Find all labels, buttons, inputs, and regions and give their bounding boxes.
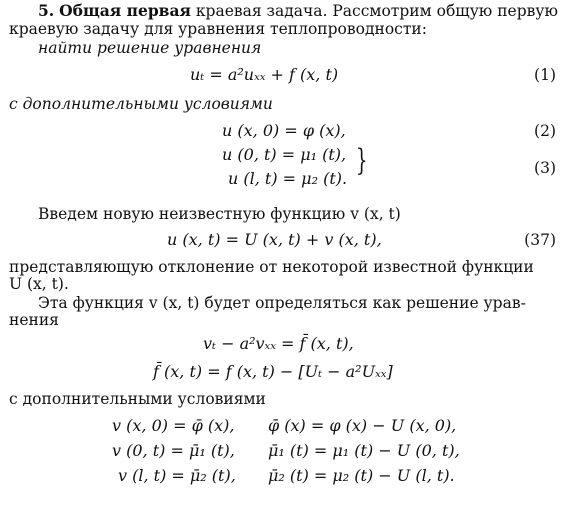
paragraph-heading [38, 2, 558, 20]
condition-1-right: φ̄ (x) = φ (x) − U (x, 0), [268, 416, 457, 435]
right-brace-icon: } [356, 143, 368, 178]
condition-2-right: μ̄₁ (t) = μ₁ (t) − U (0, t), [268, 441, 460, 460]
equation-3-line-1: u (0, t) = μ₁ (t), [222, 145, 347, 164]
equation-f-bar: f̄ (x, t) = f (x, t) − [Uₜ − a²Uₓₓ] [153, 362, 393, 381]
equation-2-number: (2) [534, 122, 556, 140]
intro-text: Введем новую неизвестную функцию v (x, t) [38, 205, 401, 223]
condition-1-left: v (x, 0) = φ̄ (x), [112, 416, 235, 435]
text-line-2: U (x, t). [9, 275, 69, 293]
paragraph-title-rest: краевая задача. Рассмотрим общую первую [190, 2, 558, 20]
equation-1-number: (1) [534, 66, 556, 84]
equation-37-number: (37) [524, 231, 556, 249]
condition-3-right: μ̄₂ (t) = μ₂ (t) − U (l, t). [268, 466, 455, 485]
paragraph-title: Общая первая [59, 1, 191, 20]
condition-2-left: v (0, t) = μ̄₁ (t), [112, 441, 235, 460]
condition-3-left: v (l, t) = μ̄₂ (t), [118, 466, 236, 485]
text-line-3: Эта функция v (x, t) будет определяться как решение урав- [38, 294, 526, 312]
with-conditions-label-1: с дополнительными условиями [9, 95, 273, 113]
equation-1: uₜ = a²uₓₓ + f (x, t) [190, 65, 339, 84]
equation-37: u (x, t) = U (x, t) + v (x, t), [167, 230, 382, 249]
paragraph-number: 5. [38, 1, 55, 20]
with-conditions-label-2: с дополнительными условиями [9, 390, 266, 408]
text-line-4: нения [9, 311, 59, 329]
equation-3-number: (3) [534, 159, 556, 177]
text-line-1: представляющую отклонение от некоторой известной функции [9, 258, 534, 276]
equation-v: vₜ − a²vₓₓ = f̄ (x, t), [203, 334, 354, 353]
equation-3-line-2: u (l, t) = μ₂ (t). [228, 169, 348, 188]
find-solution-text: найти решение уравнения [38, 39, 262, 57]
paragraph-line-2: краевую задачу для уравнения теплопроводности: [9, 20, 427, 38]
equation-2: u (x, 0) = φ (x), [222, 121, 346, 140]
